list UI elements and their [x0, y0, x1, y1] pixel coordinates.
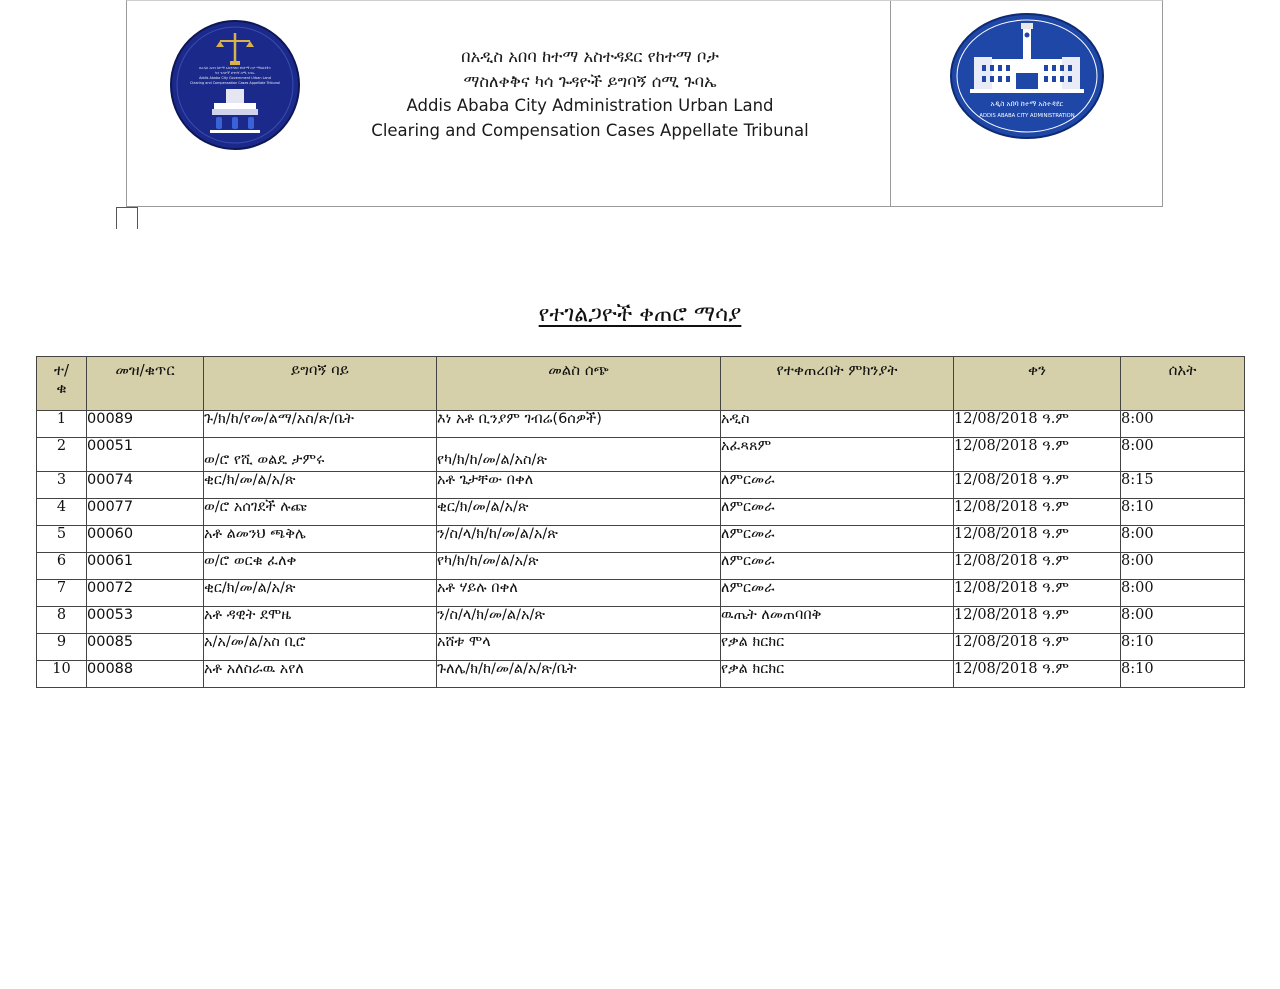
cell-no: 5 — [37, 526, 87, 553]
cell-date: 12/08/2018 ዓ.ም — [954, 634, 1121, 661]
cell-appellant: ቂር/ክ/መ/ል/አ/ጽ — [204, 472, 437, 499]
cell-appellant: አቶ ልመንህ ጫቅሌ — [204, 526, 437, 553]
cell-no: 3 — [37, 472, 87, 499]
table-row — [37, 607, 1245, 634]
title-english-line1: Addis Ababa City Administration Urban Land — [406, 96, 774, 115]
logo-text-1: በአዲስ አበባ ከተማ አስተዳደር የከተማ ቦታ ማስለቀቅና — [199, 66, 271, 70]
cell-file: 00077 — [87, 499, 204, 526]
table-row — [37, 526, 1245, 553]
table-row — [37, 472, 1245, 499]
cell-respondent: አቶ ሃይሉ በቀለ — [437, 580, 721, 607]
cell-no: 1 — [37, 411, 87, 438]
city-hall-emblem-icon — [950, 13, 1104, 139]
cell-respondent: ቂር/ክ/መ/ል/አ/ጽ — [437, 499, 721, 526]
col-header-date: ቀን — [954, 357, 1121, 411]
cell-file: 00088 — [87, 661, 204, 688]
cell-no: 4 — [37, 499, 87, 526]
cell-file: 00061 — [87, 553, 204, 580]
logo-text-4: Clearing and Compensation Cases Appellate Tribunal — [190, 81, 280, 85]
cell-reason: አፈጻጸም — [721, 438, 954, 472]
cell-file: 00072 — [87, 580, 204, 607]
col-header-no-line1: ተ/ — [53, 361, 70, 379]
title-amharic-line2: ማስለቀቅና ካሳ ጉዳዮች ይግባኝ ሰሚ ጉባኤ — [463, 71, 717, 91]
cell-time: 8:10 — [1121, 661, 1245, 688]
cell-file: 00089 — [87, 411, 204, 438]
cell-appellant: አ/አ/መ/ል/አስ ቢሮ — [204, 634, 437, 661]
col-header-no-line2: ቁ — [56, 379, 67, 397]
corner-mark — [137, 207, 138, 229]
cell-reason: ለምርመራ — [721, 553, 954, 580]
cell-no: 8 — [37, 607, 87, 634]
cell-date: 12/08/2018 ዓ.ም — [954, 607, 1121, 634]
corner-mark — [116, 207, 117, 229]
cell-date: 12/08/2018 ዓ.ም — [954, 580, 1121, 607]
table-row — [37, 634, 1245, 661]
cell-reason: አዲስ — [721, 411, 954, 438]
cell-respondent: ን/ስ/ላ/ክ/ከ/መ/ል/አ/ጽ — [437, 526, 721, 553]
col-header-respondent: መልስ ሰጭ — [437, 357, 721, 411]
cell-time: 8:00 — [1121, 607, 1245, 634]
cell-date: 12/08/2018 ዓ.ም — [954, 438, 1121, 472]
cell-date: 12/08/2018 ዓ.ም — [954, 499, 1121, 526]
cell-reason: ዉጤት ለመጠባበቅ — [721, 607, 954, 634]
letterhead — [126, 0, 1163, 207]
cell-respondent: የካ/ክ/ከ/መ/ል/አስ/ጽ — [437, 438, 721, 472]
cell-time: 8:00 — [1121, 411, 1245, 438]
appointment-table — [36, 356, 1245, 688]
cell-appellant: አቶ አለስራዉ አየለ — [204, 661, 437, 688]
cell-time: 8:00 — [1121, 438, 1245, 472]
table-header-row — [37, 357, 1245, 411]
cell-no: 10 — [37, 661, 87, 688]
city-logo-text-am: አዲስ አበባ ከተማ አስተዳደር — [990, 100, 1064, 108]
col-header-appellant: ይግባኝ ባይ — [204, 357, 437, 411]
table-row — [37, 553, 1245, 580]
cell-date: 12/08/2018 ዓ.ም — [954, 472, 1121, 499]
cell-time: 8:10 — [1121, 499, 1245, 526]
cell-appellant: ጉ/ክ/ከ/የመ/ልማ/አስ/ጽ/ቤት — [204, 411, 437, 438]
table-row — [37, 411, 1245, 438]
cell-file: 00051 — [87, 438, 204, 472]
cell-respondent: የካ/ክ/ከ/መ/ል/አ/ጽ — [437, 553, 721, 580]
cell-date: 12/08/2018 ዓ.ም — [954, 553, 1121, 580]
cell-reason: የቃል ክርክር — [721, 634, 954, 661]
letterhead-titles — [317, 45, 863, 143]
cell-date: 12/08/2018 ዓ.ም — [954, 411, 1121, 438]
tribunal-scales-emblem-icon — [170, 17, 300, 153]
cell-reason: ለምርመራ — [721, 472, 954, 499]
cell-respondent: ን/ስ/ላ/ክ/መ/ል/አ/ጽ — [437, 607, 721, 634]
cell-time: 8:00 — [1121, 553, 1245, 580]
col-header-file: መዝ/ቁጥር — [87, 357, 204, 411]
cell-file: 00053 — [87, 607, 204, 634]
document-title: የተገልጋዮች ቀጠሮ ማሳያ — [538, 302, 742, 327]
logo-text-3: Addis Ababa City Government Urban Land — [199, 76, 271, 80]
cell-appellant: ቂር/ክ/መ/ል/አ/ጽ — [204, 580, 437, 607]
cell-reason: ለምርመራ — [721, 499, 954, 526]
cell-respondent: እነ አቶ ቢንያም ገብሬ(6ሰዎች) — [437, 411, 721, 438]
cell-reason: ለምርመራ — [721, 580, 954, 607]
col-header-reason: የተቀጠረበት ምክንያት — [721, 357, 954, 411]
cell-no: 2 — [37, 438, 87, 472]
cell-no: 6 — [37, 553, 87, 580]
corner-mark — [116, 207, 138, 208]
cell-file: 00085 — [87, 634, 204, 661]
cell-reason: ለምርመራ — [721, 526, 954, 553]
cell-time: 8:00 — [1121, 580, 1245, 607]
table-row — [37, 580, 1245, 607]
cell-no: 7 — [37, 580, 87, 607]
cell-date: 12/08/2018 ዓ.ም — [954, 661, 1121, 688]
logo-text-2: ካሳ ጉዳዮች ይግባኝ ሰሚ ጉባኤ — [215, 71, 255, 75]
col-header-no — [37, 357, 87, 411]
title-english-line2: Clearing and Compensation Cases Appellate Tribunal — [371, 120, 809, 140]
cell-appellant: ወ/ሮ ወርቁ ፈለቀ — [204, 553, 437, 580]
cell-reason: የቃል ክርክር — [721, 661, 954, 688]
table-row — [37, 499, 1245, 526]
cell-file: 00060 — [87, 526, 204, 553]
letterhead-divider — [890, 1, 891, 206]
cell-appellant: አቶ ዳዊት ደሞዜ — [204, 607, 437, 634]
cell-appellant: ወ/ሮ አሰገደች ሉጩ — [204, 499, 437, 526]
table-row — [37, 438, 1245, 472]
cell-file: 00074 — [87, 472, 204, 499]
cell-respondent: አሸቱ ሞላ — [437, 634, 721, 661]
table-row — [37, 661, 1245, 688]
col-header-time: ሰአት — [1121, 357, 1245, 411]
title-amharic-line1: በአዲስ አበባ ከተማ አስተዳደር የከተማ ቦታ — [461, 47, 719, 66]
cell-time: 8:00 — [1121, 526, 1245, 553]
cell-date: 12/08/2018 ዓ.ም — [954, 526, 1121, 553]
cell-no: 9 — [37, 634, 87, 661]
cell-time: 8:15 — [1121, 472, 1245, 499]
city-logo-text-en: ADDIS ABABA CITY ADMINISTRATION — [979, 113, 1075, 119]
cell-time: 8:10 — [1121, 634, 1245, 661]
cell-respondent: አቶ ጌታቸው በቀለ — [437, 472, 721, 499]
cell-appellant: ወ/ሮ የሺ ወልዴ ታምሩ — [204, 438, 437, 472]
cell-respondent: ጉለሌ/ክ/ከ/መ/ል/አ/ጽ/ቤት — [437, 661, 721, 688]
